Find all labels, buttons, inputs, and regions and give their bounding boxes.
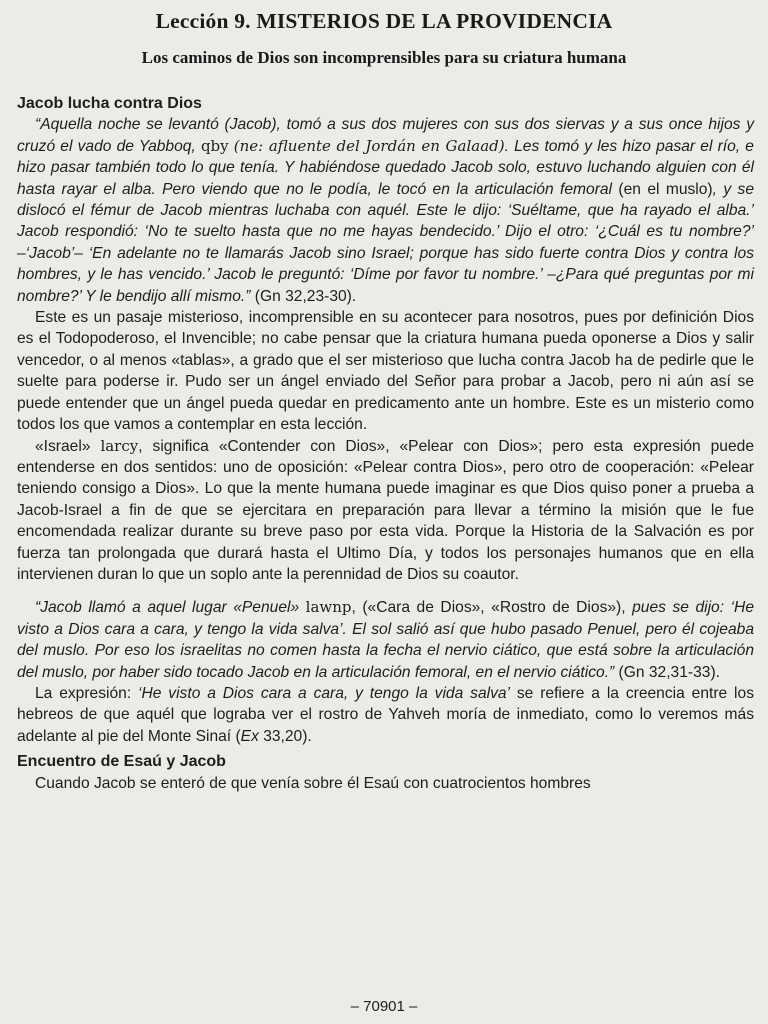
hebrew-word: larcy [100,436,139,455]
text-run: 33,20). [258,727,312,745]
lesson-title: Lección 9. MISTERIOS DE LA PROVIDENCIA [155,9,613,33]
quote-text: pues se dijo: ‘He visto a Dios cara a cara, y tengo la vida salva’. El sol salió así que hubo pasado Penuel, pero él cojeaba del muslo. Por eso los israelitas no comen hasta la fecha el nervio ciático, que está sobre la articulación del muslo, por haber sido tocado Jacob en la articulación femoral, en el nervio ciático.” [17,599,754,681]
quote-text: ‘He visto a Dios cara a cara, y tengo la vida salva’ [138,684,511,702]
quote-text: “Aquella noche se levantó (Jacob), tomó a sus dos mujeres con sus dos siervas y a sus once hijos y cruzó el vado de Yabboq, [17,116,754,155]
paragraph-genesis-quote-1 [17,114,754,307]
parenthetical: (en el muslo) [618,180,713,198]
page-number: – 70901 – [350,998,418,1015]
paragraph-commentary-1: Este es un pasaje misterioso, incomprensible en su acontecer para nosotros, pues por definición Dios es el Todopoderoso, el Invencible; no cabe pensar que la criatura humana pueda oponerse a Dios y salir vencedor, o al menos «tablas», a grado que el ser misterioso que lucha contra Jacob ha de pedirle que le suelte para poderse ir. Pudo ser un ángel enviado del Señor para probar a Jacob, pero ni aún así se puede entender que un ángel pueda quedar en predicamento ante un hombre. Este es un misterio como todos los que vamos a contemplar en esta lección. [17,309,754,434]
hebrew-word: qby [200,136,229,155]
text-run: , («Cara de Dios», «Rostro de Dios»), [351,599,633,617]
body-text [17,93,754,794]
paragraph-commentary-2 [17,683,754,747]
text-run: , significa «Contender con Dios», «Pelear con Dios»; pero esta expresión puede entenderse en dos sentidos: uno de oposición: «Pelear contra Dios», pero otro de cooperación: «Pelear teniendo consigo a Dios». Lo que la mente humana puede imaginar es que Dios quiso poner a prueba a Jacob-Israel a fin de que se ejercitara en preparación para llevar a término la misión que le fue encomendada realizar durante su breve paso por esta vida. Porque la Historia de la Salvación es por fuerza tan prolongada que durará hasta el Ultimo Día, y todos los personajes humanos que en ella intervienen duran lo que un soplo ante la perennidad de Dios su coautor. [17,437,754,583]
bible-reference: (Gn 32,31-33). [614,663,720,681]
text-run: se refiere a la creencia entre los hebreos de que aquél que lograba ver el rostro de Yahveh moría de inmediato, como lo veremos más adelante al pie del Monte Sinaí ( [17,684,754,745]
paragraph-esau-intro: Cuando Jacob se enteró de que venía sobre él Esaú con cuatrocientos hombres [35,774,591,792]
book-abbrev: Ex [240,727,259,745]
quote-text: . Les tomó y les hizo pasar el río, e hizo pasar también todo lo que tenía. Y habiéndose quedado Jacob solo, estuvo luchando alguien con él hasta rayar el alba. Pero viendo que no le podía, le tocó en la articulación femoral [17,137,754,198]
gloss-note: (ne: afluente del Jordán en Galaad) [233,136,505,155]
quote-text: “Jacob llamó a aquel lugar «Penuel» [35,599,306,617]
text-run: La expresión: [35,684,139,702]
bible-reference: (Gn 32,23-30). [250,287,357,305]
hebrew-word: lawnp [305,598,352,617]
section-heading-esau-jacob: Encuentro de Esaú y Jacob [17,753,226,771]
paragraph-genesis-quote-2 [17,597,754,683]
section-heading-jacob-lucha: Jacob lucha contra Dios [17,95,202,112]
lesson-subtitle: Los caminos de Dios son incomprensibles para su criatura humana [141,48,627,67]
paragraph-gap [17,585,754,597]
quote-text: , y se dislocó el fémur de Jacob mientras luchaba con aquél. Este le dijo: ‘Suéltame, que ha rayado el alba.’ Jacob respondió: ‘No te suelto hasta que no me hayas bendecido.’ Dijo el otro: ‘¿Cuál es tu nombre?’ –‘Jacob’– ‘En adelante no te llamarás Jacob sino Israel; porque has sido fuerte contra Dios y contra los hombres, y le has vencido.’ Jacob le preguntó: ‘Díme por favor tu nombre.’ –¿Para qué preguntas por mi nombre?’ Y le bendijo allí mismo.” [17,180,754,305]
paragraph-israel-meaning [17,436,754,586]
text-run: «Israel» [35,437,101,455]
